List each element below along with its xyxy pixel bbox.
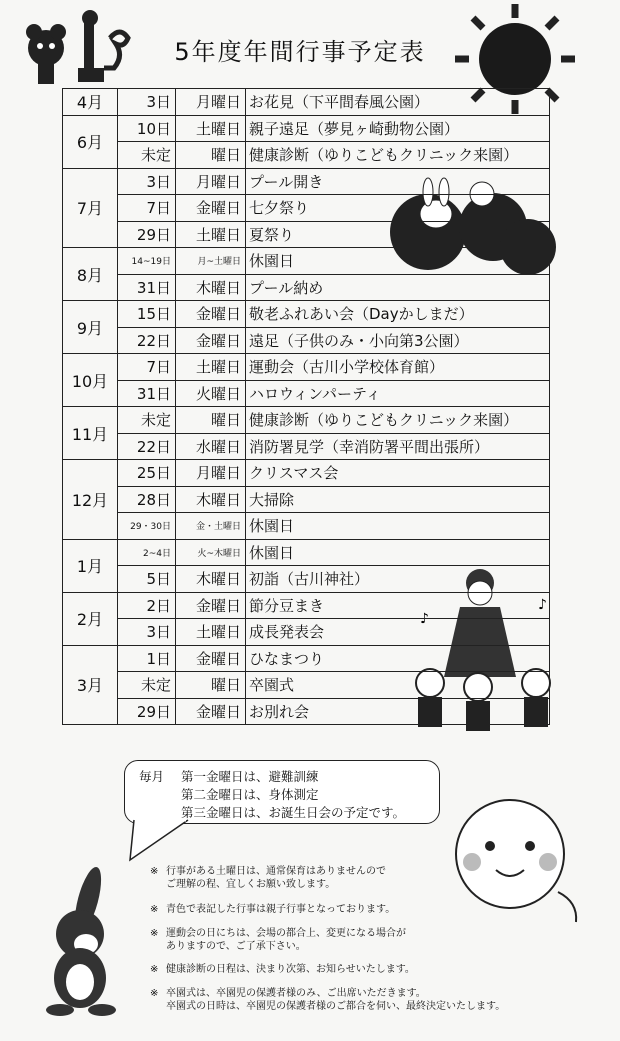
table-row xyxy=(63,380,550,407)
month-cell: 10月 xyxy=(63,354,118,407)
note-mark: ※ xyxy=(150,904,159,915)
weekday-cell: 火~木曜日 xyxy=(176,539,246,566)
schedule-table xyxy=(62,88,550,725)
table-row xyxy=(63,354,550,381)
day-cell: 未定 xyxy=(118,672,176,699)
table-row xyxy=(63,115,550,142)
weekday-cell: 土曜日 xyxy=(176,619,246,646)
event-cell: 成長発表会 xyxy=(246,619,550,646)
event-cell: お別れ会 xyxy=(246,698,550,725)
weekday-cell: 金・土曜日 xyxy=(176,513,246,540)
table-row xyxy=(63,168,550,195)
monthly-line: 第二金曜日は、身体測定 xyxy=(181,787,319,802)
weekday-cell: 金曜日 xyxy=(176,195,246,222)
weekday-cell: 火曜日 xyxy=(176,380,246,407)
note-mark: ※ xyxy=(150,988,159,999)
note-text: 行事がある土曜日は、通常保育はありませんので ご理解の程、宜しくお願い致します。 xyxy=(166,866,386,890)
table-row xyxy=(63,221,550,248)
day-cell: 7日 xyxy=(118,195,176,222)
weekday-cell: 木曜日 xyxy=(176,274,246,301)
table-row xyxy=(63,89,550,116)
table-row xyxy=(63,407,550,434)
event-cell: 七夕祭り xyxy=(246,195,550,222)
svg-text:♪: ♪ xyxy=(538,597,547,613)
event-cell: 夏祭り xyxy=(246,221,550,248)
table-row xyxy=(63,248,550,275)
month-cell: 12月 xyxy=(63,460,118,540)
table-row xyxy=(63,645,550,672)
month-cell: 2月 xyxy=(63,592,118,645)
weekday-cell: 水曜日 xyxy=(176,433,246,460)
event-cell: 節分豆まき xyxy=(246,592,550,619)
monthly-line: 第一金曜日は、避難訓練 xyxy=(181,769,319,784)
weekday-cell: 月曜日 xyxy=(176,460,246,487)
day-cell: 29日 xyxy=(118,221,176,248)
weekday-cell: 曜日 xyxy=(176,142,246,169)
event-cell: 遠足（子供のみ・小向第3公園） xyxy=(246,327,550,354)
table-row xyxy=(63,274,550,301)
day-cell: 25日 xyxy=(118,460,176,487)
note-mark: ※ xyxy=(150,964,159,975)
day-cell: 15日 xyxy=(118,301,176,328)
animals-illustration xyxy=(18,8,138,88)
note-text: 運動会の日にちは、会場の都合上、変更になる場合が ありますので、ご了承下さい。 xyxy=(166,928,406,952)
monthly-line: 第三金曜日は、お誕生日会の予定です。 xyxy=(181,805,406,820)
event-cell: 健康診断（ゆりこどもクリニック来園） xyxy=(246,407,550,434)
day-cell: 22日 xyxy=(118,327,176,354)
day-cell: 31日 xyxy=(118,380,176,407)
day-cell: 29日 xyxy=(118,698,176,725)
table-row xyxy=(63,142,550,169)
day-cell: 22日 xyxy=(118,433,176,460)
note-mark: ※ xyxy=(150,928,159,939)
event-cell: 運動会（古川小学校体育館） xyxy=(246,354,550,381)
note-text: 卒園式は、卒園児の保護者様のみ、ご出席いただきます。 卒園式の日時は、卒園児の保護者様のご都合を伺い、最終決定いたします。 xyxy=(166,988,506,1012)
month-cell: 3月 xyxy=(63,645,118,725)
table-row xyxy=(63,539,550,566)
weekday-cell: 土曜日 xyxy=(176,354,246,381)
weekday-cell: 曜日 xyxy=(176,672,246,699)
day-cell: 28日 xyxy=(118,486,176,513)
weekday-cell: 月曜日 xyxy=(176,89,246,116)
event-cell: プール納め xyxy=(246,274,550,301)
event-cell: お花見（下平間春風公園） xyxy=(246,89,550,116)
event-cell: 消防署見学（幸消防署平間出張所） xyxy=(246,433,550,460)
weekday-cell: 木曜日 xyxy=(176,566,246,593)
table-row xyxy=(63,672,550,699)
note-text: 健康診断の日程は、決まり次第、お知らせいたします。 xyxy=(166,964,415,975)
event-cell: プール開き xyxy=(246,168,550,195)
weekday-cell: 金曜日 xyxy=(176,592,246,619)
day-cell: 7日 xyxy=(118,354,176,381)
event-cell: ひなまつり xyxy=(246,645,550,672)
event-cell: 大掃除 xyxy=(246,486,550,513)
table-row xyxy=(63,327,550,354)
event-cell: クリスマス会 xyxy=(246,460,550,487)
bubble-tail xyxy=(128,818,208,863)
day-cell: 14~19日 xyxy=(118,248,176,275)
svg-text:♪: ♪ xyxy=(420,611,429,627)
day-cell: 未定 xyxy=(118,407,176,434)
weekday-cell: 土曜日 xyxy=(176,221,246,248)
weekday-cell: 金曜日 xyxy=(176,327,246,354)
dog-illustration xyxy=(30,860,140,1020)
event-cell: 健康診断（ゆりこどもクリニック来園） xyxy=(246,142,550,169)
weekday-cell: 金曜日 xyxy=(176,645,246,672)
page-title: 5年度年間行事予定表 xyxy=(174,38,426,66)
table-row xyxy=(63,301,550,328)
event-cell: 休園日 xyxy=(246,248,550,275)
table-row xyxy=(63,460,550,487)
table-row xyxy=(63,433,550,460)
month-cell: 1月 xyxy=(63,539,118,592)
event-cell: 初詣（古川神社） xyxy=(246,566,550,593)
table-row xyxy=(63,592,550,619)
note-text: 青色で表記した行事は親子行事となっております。 xyxy=(166,904,396,915)
day-cell: 3日 xyxy=(118,619,176,646)
day-cell: 10日 xyxy=(118,115,176,142)
month-cell: 11月 xyxy=(63,407,118,460)
weekday-cell: 曜日 xyxy=(176,407,246,434)
table-row xyxy=(63,195,550,222)
table-row xyxy=(63,513,550,540)
event-cell: 親子遠足（夢見ヶ崎動物公園） xyxy=(246,115,550,142)
note-mark: ※ xyxy=(150,866,159,877)
event-cell: 敬老ふれあい会（Dayかしまだ） xyxy=(246,301,550,328)
month-cell: 7月 xyxy=(63,168,118,248)
event-cell: 休園日 xyxy=(246,539,550,566)
month-cell: 8月 xyxy=(63,248,118,301)
day-cell: 3日 xyxy=(118,168,176,195)
month-cell: 6月 xyxy=(63,115,118,168)
day-cell: 2日 xyxy=(118,592,176,619)
table-row xyxy=(63,619,550,646)
month-cell: 4月 xyxy=(63,89,118,116)
day-cell: 3日 xyxy=(118,89,176,116)
monthly-events-bubble xyxy=(124,760,440,824)
weekday-cell: 木曜日 xyxy=(176,486,246,513)
weekday-cell: 月~土曜日 xyxy=(176,248,246,275)
weekday-cell: 土曜日 xyxy=(176,115,246,142)
weekday-cell: 月曜日 xyxy=(176,168,246,195)
monthly-label: 毎月 xyxy=(139,769,165,784)
table-row xyxy=(63,486,550,513)
month-cell: 9月 xyxy=(63,301,118,354)
table-row xyxy=(63,566,550,593)
day-cell: 1日 xyxy=(118,645,176,672)
day-cell: 5日 xyxy=(118,566,176,593)
day-cell: 2~4日 xyxy=(118,539,176,566)
day-cell: 31日 xyxy=(118,274,176,301)
day-cell: 未定 xyxy=(118,142,176,169)
day-cell: 29・30日 xyxy=(118,513,176,540)
table-row xyxy=(63,698,550,725)
weekday-cell: 金曜日 xyxy=(176,698,246,725)
event-cell: 休園日 xyxy=(246,513,550,540)
weekday-cell: 金曜日 xyxy=(176,301,246,328)
event-cell: ハロウィンパーティ xyxy=(246,380,550,407)
event-cell: 卒園式 xyxy=(246,672,550,699)
